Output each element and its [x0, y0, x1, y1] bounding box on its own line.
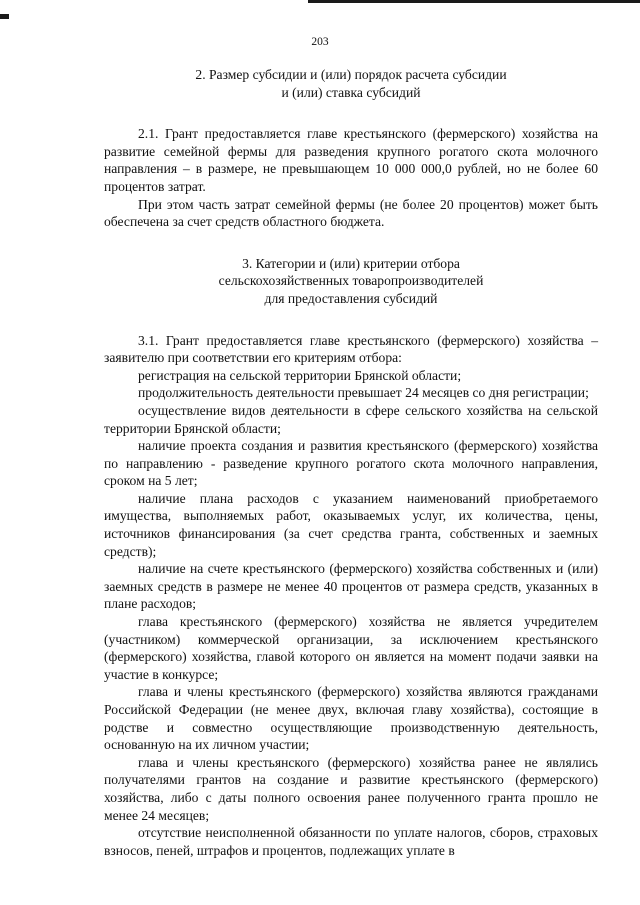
- heading-line: и (или) ставка субсидий: [281, 84, 421, 100]
- heading-line: сельскохозяйственных товаропроизводителей: [218, 273, 484, 289]
- criterion-item: глава крестьянского (фермерского) хозяйства не является учредителем (участником) коммерческой организации, за исключением крестьянского (фермерского) хозяйства, главой которого он является на момент подачи заявки на участие в конкурсе;: [104, 614, 598, 682]
- paragraph-3-1: 3.1. Грант предоставляется главе крестьянского (фермерского) хозяйства – заявителю при соответствии его критериям отбора:: [104, 332, 598, 366]
- criterion-item: регистрация на сельской территории Брянской области;: [138, 367, 462, 383]
- criterion-item: глава и члены крестьянского (фермерского) хозяйства являются гражданами Российской Федерации (не менее двух, включая главу хозяйства), состоящие в родстве и совместно осуществляющие производственную деятельность, основанную на их личном участии;: [104, 684, 598, 753]
- criterion-item: наличие плана расходов с указанием наименований приобретаемого имущества, выполняемых работ, оказываемых услуг, их количества, цены, источников финансирования (за счет средства гранта, собственных и заемных средств);: [104, 490, 598, 559]
- criterion-item: отсутствие неисполненной обязанности по уплате налогов, сборов, страховых взносов, пеней, штрафов и процентов, подлежащих уплате в: [104, 825, 598, 858]
- criterion-item: наличие проекта создания и развития крестьянского (фермерского) хозяйства по направлению - разведение крупного рогатого скота молочного направления, сроком на 5 лет;: [104, 438, 598, 489]
- section-3-heading: [104, 255, 598, 308]
- paragraph: При этом часть затрат семейной фермы (не более 20 процентов) может быть обеспечена за счет средств областного бюджета.: [104, 196, 598, 230]
- scan-edge-mark: [308, 0, 640, 3]
- heading-line: 3. Категории и (или) критерии отбора: [242, 255, 460, 271]
- heading-line: 2. Размер субсидии и (или) порядок расчета субсидии: [195, 67, 507, 82]
- section-2-heading: [104, 66, 598, 101]
- criterion-item: осуществление видов деятельности в сфере сельского хозяйства на сельской территории Брянской области;: [104, 402, 598, 436]
- criterion-item: глава и члены крестьянского (фермерского) хозяйства ранее не являлись получателями грантов на создание и развитие крестьянского (фермерского) хозяйства, либо с даты полного освоения ранее полученного гранта прошло не менее 24 месяцев;: [104, 754, 598, 823]
- criterion-item: продолжительность деятельности превышает 24 месяцев со дня регистрации;: [138, 385, 589, 401]
- scan-edge-mark-left: [0, 14, 9, 19]
- criterion-item: наличие на счете крестьянского (фермерского) хозяйства собственных и (или) заемных средств в размере не менее 40 процентов от размера средств, указанных в плане расходов;: [104, 561, 598, 612]
- paragraph-2-1: 2.1. Грант предоставляется главе крестьянского (фермерского) хозяйства на развитие семейной фермы для разведения крупного рогатого скота молочного направления – в размере, не превышающем 10 000 000,0 рублей, но не более 60 процентов затрат.: [104, 126, 598, 194]
- page-number: 203: [311, 36, 329, 48]
- document-body: [104, 66, 598, 859]
- heading-line: для предоставления субсидий: [264, 290, 438, 306]
